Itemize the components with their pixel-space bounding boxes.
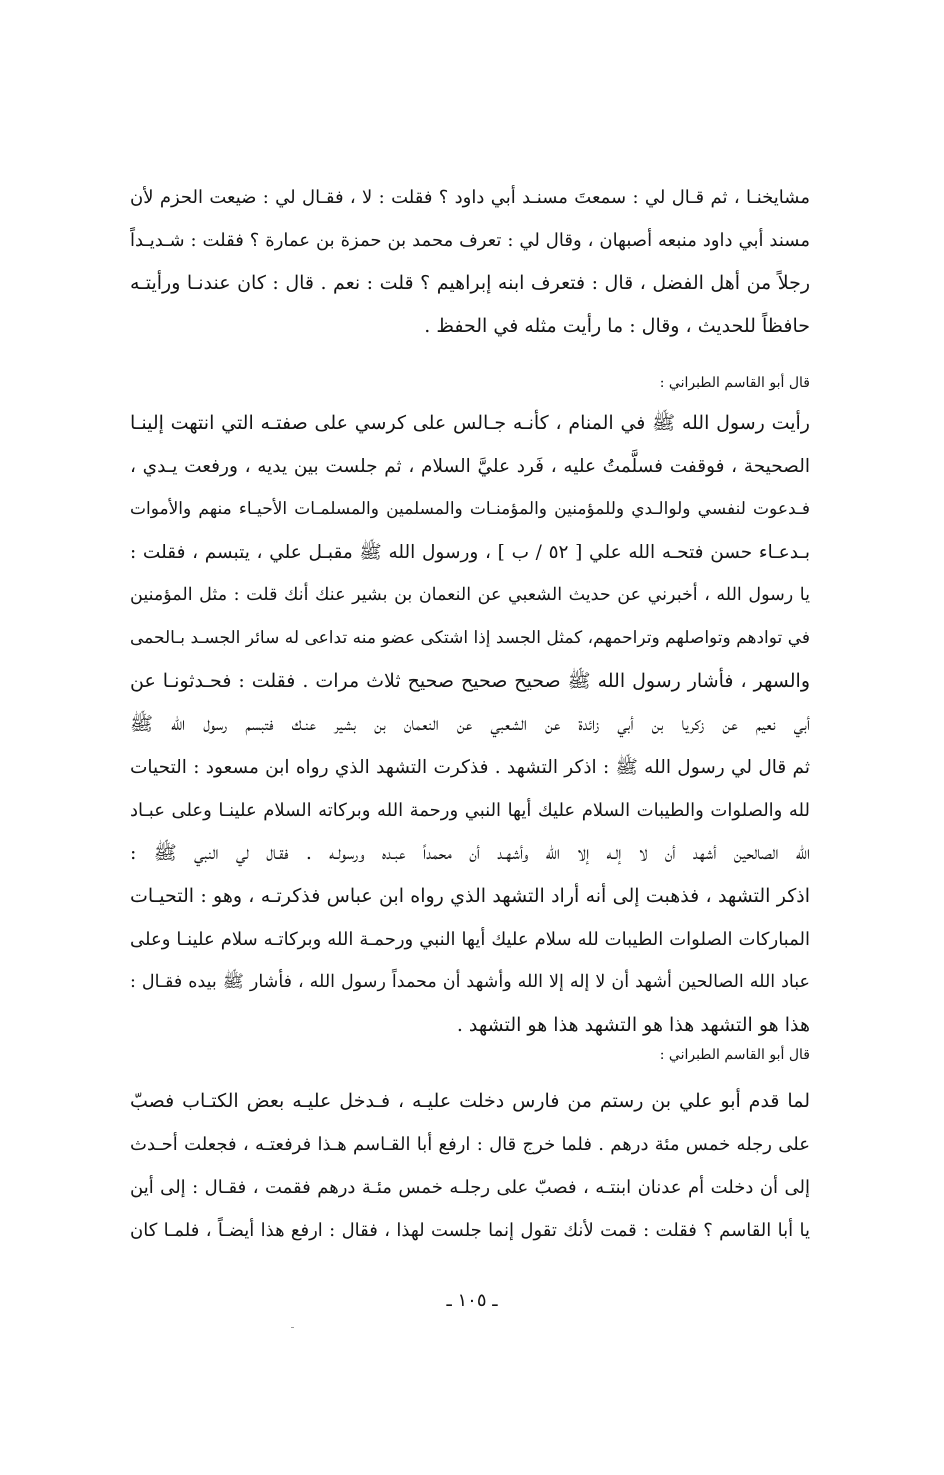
text-line: يا رسول الله ، أخبرني عن حديث الشعبي عن النعمان بن بشير عنك أنك قلت : مثل المؤمنين <box>130 585 810 605</box>
text-line: حافظاً للحديث ، وقال : ما رأيت مثله في الحفظ . <box>424 315 810 337</box>
text-line: ثم قال لي رسول الله ﷺ : اذكر التشهد . فذكرت التشهد الذي رواه ابن مسعود : التحيات <box>130 757 810 778</box>
text-line: المباركات الصلوات الطيبات لله سلام عليك أيها النبي ورحمـة الله وبركاتـه سلام علينـا وعلى <box>130 929 810 950</box>
text-line: بـدعـاء حسن فتحـه الله علي [ ٥٢ / ب ] ، ورسول الله ﷺ مقبـل علي ، يتبسم ، فقلت : <box>130 542 810 563</box>
text-line: على رجله خمس مئة درهم . فلما خرج قال : ارفع أبا القـاسم هـذا فرفعتـه ، فجعلت أحـدث <box>130 1134 810 1155</box>
page-number: ـ ١٠٥ ـ <box>446 1290 498 1311</box>
paragraph-2 <box>130 402 810 1047</box>
scan-speck <box>291 1327 294 1328</box>
text-line: اذكر التشهد ، فذهبت إلى أنه أراد التشهد الذي رواه ابن عباس فذكرتـه ، وهو : التحيـات <box>130 885 810 907</box>
text-line: لله والصلوات والطيبات السلام عليك أيها النبي ورحمة الله وبركاته السلام علينـا وعلى عبـاد <box>130 800 810 821</box>
text-line: رأيت رسول الله ﷺ في المنام ، كأنـه جـالس على كرسي على صفتـه التي انتهت إلينـا <box>130 412 810 434</box>
section-heading-1 <box>130 368 810 398</box>
section-heading-2 <box>130 1040 810 1070</box>
text-line: في توادهم وتواصلهم وتراحمهم، كمثل الجسد إذا اشتكى عضو منه تداعى له سائر الجسـد بـالحمى <box>130 628 810 648</box>
text-line: يا أبا القاسم ؟ فقلت : قمت لأنك تقول إنما جلست لهذا ، فقال : ارفع هذا أيضـاً ، فلمـا كان <box>130 1220 810 1241</box>
text-line: مشايخنـا ، ثم قـال لي : سمعتَ مسنـد أبي داود ؟ فقلت : لا ، فقـال لي : ضيعت الحزم لأن <box>130 187 810 208</box>
text-line: مسند أبي داود منبعه أصبهان ، وقال لي : تعرف محمد بن حمزة بن عمارة ؟ فقلت : شـديـداً <box>130 230 810 251</box>
text-line: رجلاً من أهل الفضل ، قال : فتعرف ابنه إبراهيم ؟ قلت : نعم . قال : كان عندنـا ورأيتـه <box>130 272 810 294</box>
text-line: أبي نعيم عن زكريا بن أبي زائدة عن الشعبي عن النعمان بن بشير عنـك فتبسم رسول الله ﷺ <box>130 713 810 735</box>
text-line: الله الصالحين أشهد أن لا إلـه إلا الله وأشهـد أن محمداً عبـده ورسولـه . فقـال لي النبي ﷺ : <box>130 842 810 864</box>
text-line: إلى أن دخلت أم عدنان ابنتـه ، فصبّ على رجلـه خمس مئـة درهم فقمت ، فقـال : إلى أين <box>130 1177 810 1198</box>
section-heading-text: قال أبو القاسم الطبراني : <box>659 1047 810 1063</box>
paragraph-3 <box>130 1080 810 1252</box>
text-line: فـدعوت لنفسي ولوالـدي وللمؤمنين والمؤمنـات والمسلمين والمسلمـات الأحيـاء منهم والأموات <box>130 499 810 519</box>
text-line: لما قدم أبو علي بن رستم من فارس دخلت عليـه ، فـدخل عليـه بعض الكتـاب فصبّ <box>130 1090 810 1112</box>
text-line: عباد الله الصالحين أشهد أن لا إله إلا الله وأشهد أن محمداً رسول الله ، فأشار ﷺ بيده فقـال : <box>130 972 810 992</box>
paragraph-1 <box>130 176 810 348</box>
text-line: والسهر ، فأشار رسول الله ﷺ صحيح صحيح صحيح ثلاث مرات . فقلت : فحـدثونـا عن <box>130 670 810 692</box>
text-line: الصحيحة ، فوقفت فسلَّمتُ عليه ، فَرد عليَّ السلام ، ثم جلست بين يديه ، ورفعت يـدي ، <box>130 456 810 477</box>
section-heading-text: قال أبو القاسم الطبراني : <box>659 375 810 391</box>
text-line: هذا هو التشهد هذا هو التشهد هذا هو التشهد . <box>456 1014 810 1036</box>
